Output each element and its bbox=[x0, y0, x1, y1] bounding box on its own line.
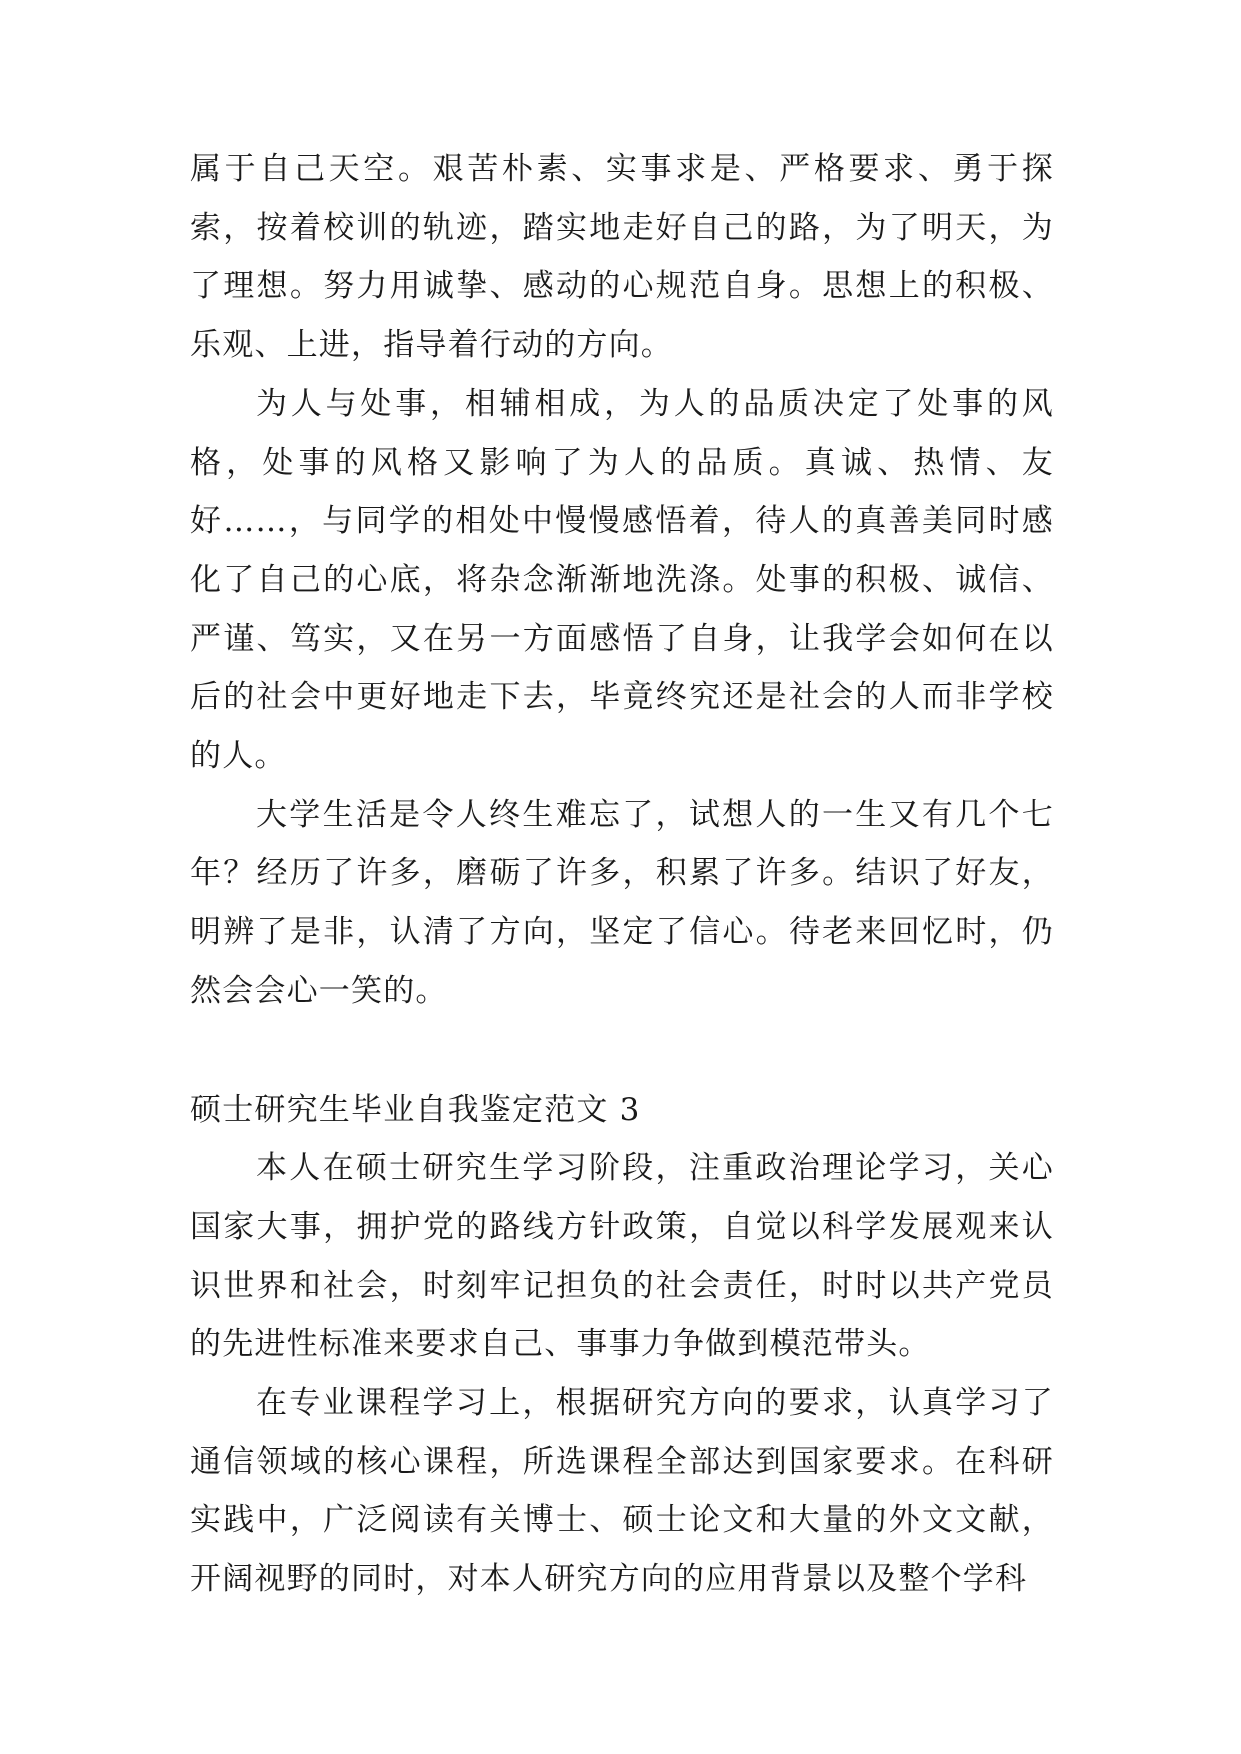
paragraph-continued: 属于自己天空。艰苦朴素、实事求是、严格要求、勇于探索，按着校训的轨迹，踏实地走好自己的路，为了明天，为了理想。努力用诚挚、感动的心规范自身。思想上的积极、乐观、上进，指导着行动的方向。 bbox=[190, 151, 1054, 364]
paragraph-university-life: 大学生活是令人终生难忘了，试想人的一生又有几个七年？经历了许多，磨砺了许多，积累了许多。结识了好友，明辨了是非，认清了方向，坚定了信心。待老来回忆时，仍然会会心一笑的。 bbox=[190, 796, 1054, 1009]
paragraph-conduct: 为人与处事，相辅相成，为人的品质决定了处事的风格，处事的风格又影响了为人的品质。真诚、热情、友好……，与同学的相处中慢慢感悟着，待人的真善美同时感化了自己的心底，将杂念渐渐地洗涤。处事的积极、诚信、严谨、笃实，又在另一方面感悟了自身，让我学会如何在以后的社会中更好地走下去，毕竟终究还是社会的人而非学校的人。 bbox=[190, 385, 1054, 775]
paragraph-course-study: 在专业课程学习上，根据研究方向的要求，认真学习了通信领域的核心课程，所选课程全部达到国家要求。在科研实践中，广泛阅读有关博士、硕士论文和大量的外文文献，开阔视野的同时，对本人研究方向的应用背景以及整个学科 bbox=[190, 1385, 1054, 1598]
paragraph-political-study: 本人在硕士研究生学习阶段，注重政治理论学习，关心国家大事，拥护党的路线方针政策，自觉以科学发展观来认识世界和社会，时刻牢记担负的社会责任，时时以共产党员的先进性标准来要求自己、事事力争做到模范带头。 bbox=[190, 1150, 1054, 1363]
document-body bbox=[190, 140, 1054, 1609]
section-heading: 硕士研究生毕业自我鉴定范文 3 bbox=[190, 1091, 641, 1128]
